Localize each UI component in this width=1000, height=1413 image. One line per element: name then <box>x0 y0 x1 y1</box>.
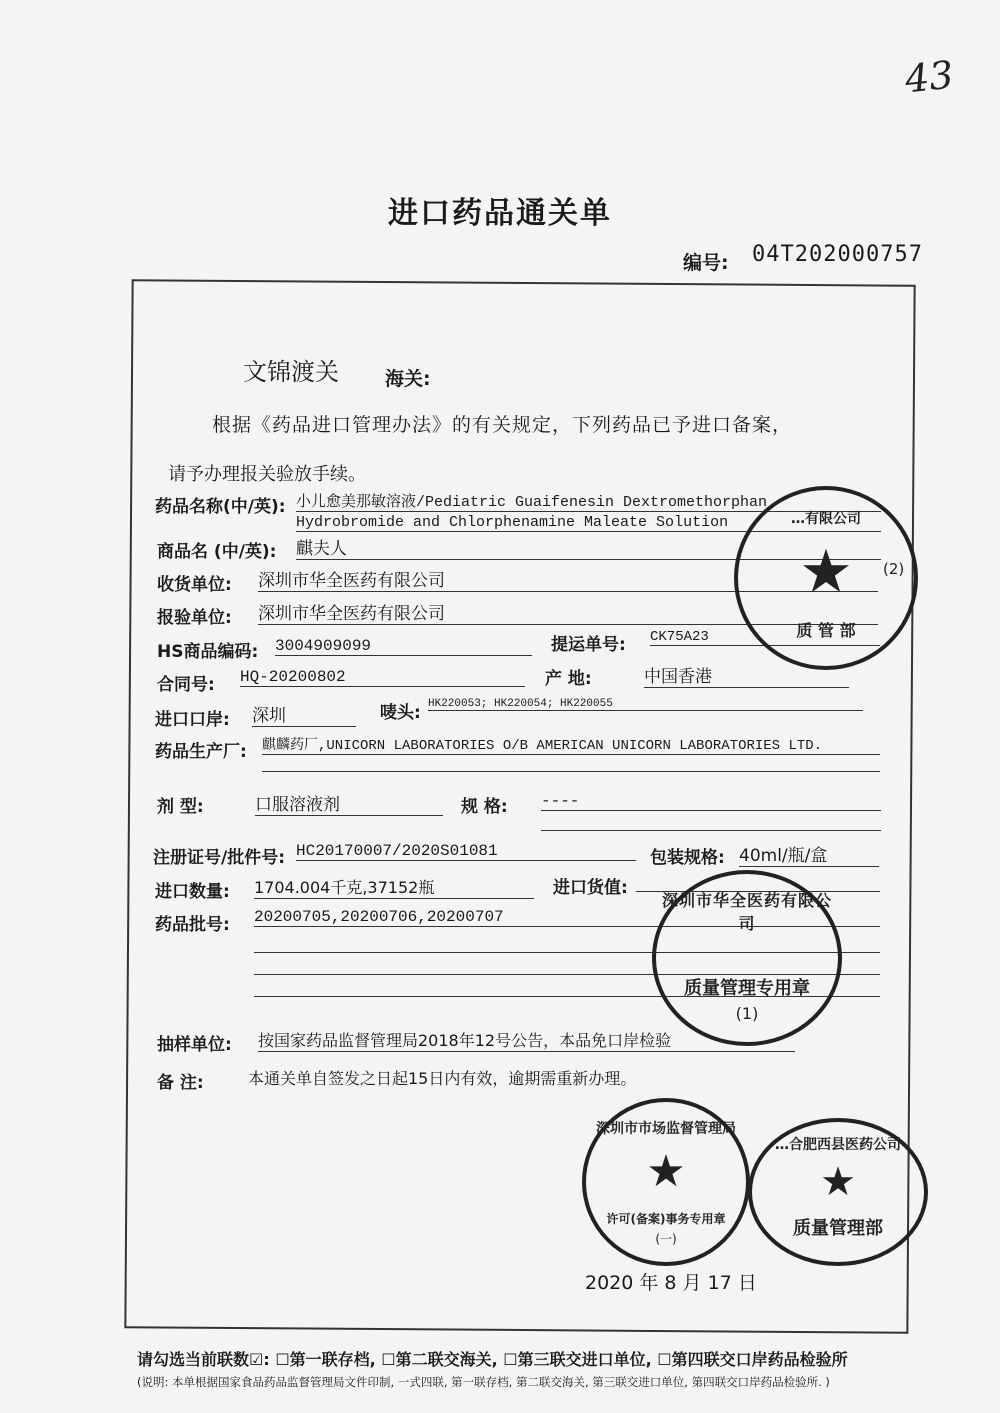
stamp-text: 许可(备案)事务专用章 <box>606 1212 726 1226</box>
port-label: 进口口岸: <box>155 710 230 730</box>
quality-management-stamp <box>652 870 842 1046</box>
origin-label: 产 地: <box>545 669 592 689</box>
quantity-value: 1704.004千克,37152瓶 <box>254 875 534 899</box>
stamp-text: 深圳市市场监督管理局 <box>596 1121 736 1137</box>
drug-name-value-1: 小儿愈美那敏溶液/Pediatric Guaifenesin Dextromethorphan <box>296 490 881 512</box>
mark-label: 唛头: <box>380 703 421 723</box>
goods-value-label: 进口货值: <box>553 878 628 898</box>
intro-line-1: 根据《药品进口管理办法》的有关规定，下列药品已予进口备案， <box>212 414 793 436</box>
spec-value: ---- <box>541 792 881 811</box>
waybill-label: 提运单号: <box>551 635 626 655</box>
intro-line-2: 请予办理报关验放手续。 <box>168 464 366 485</box>
stamp-text: …有限公司 <box>791 511 861 527</box>
star-icon: ★ <box>646 1146 686 1197</box>
remarks-value: 本通关单自签发之日起15日内有效，逾期需重新办理。 <box>248 1069 637 1088</box>
consignee-label: 收货单位: <box>157 575 232 595</box>
batch-value: 20200705,20200706,20200707 <box>254 908 880 927</box>
sampling-value: 按国家药品监督管理局2018年12号公告，本品免口岸检验 <box>258 1028 795 1052</box>
copy-selection-line: 请勾选当前联数☑: ☐第一联存档, ☐第二联交海关, ☐第三联交进口单位, ☐第四联交口岸药品检验所 <box>137 1350 848 1369</box>
port-value: 深圳 <box>252 701 356 727</box>
star-icon: ★ <box>799 537 853 607</box>
contract-label: 合同号: <box>157 675 215 695</box>
waybill-value: CK75A23 <box>650 629 880 646</box>
spec-label: 规 格: <box>461 797 508 817</box>
pharma-quality-stamp <box>748 1118 928 1266</box>
drug-name-value-2: Hydrobromide and Chlorphenamine Maleate Solution <box>296 514 881 532</box>
sampling-label: 抽样单位: <box>157 1035 232 1055</box>
spec-extra-line <box>541 830 881 831</box>
contract-value: HQ-20200802 <box>240 668 525 687</box>
market-supervision-stamp <box>582 1098 750 1266</box>
dosage-form-value: 口服溶液剂 <box>255 790 443 816</box>
origin-value: 中国香港 <box>644 662 849 688</box>
issue-date: 2020 年 8 月 17 日 <box>585 1272 757 1294</box>
trade-name-label: 商品名 (中/英): <box>157 542 277 562</box>
batch-label: 药品批号: <box>155 915 230 935</box>
company-quality-stamp-2 <box>734 486 918 670</box>
stamp-text: 质 管 部 <box>796 621 856 640</box>
customs-name: 文锦渡关 <box>243 358 339 386</box>
manufacturer-value: 麒麟药厂,UNICORN LABORATORIES O/B AMERICAN UNICORN LABORATORIES LTD. <box>262 734 880 755</box>
customs-label: 海关: <box>385 368 431 390</box>
inspection-unit-value: 深圳市华全医药有限公司 <box>258 599 878 625</box>
registration-value: HC20170007/2020S01081 <box>296 842 636 861</box>
stamp-number: (2) <box>883 560 905 578</box>
print-note: (说明: 本单根据国家食品药品监督管理局文件印制, 一式四联, 第一联存档, 第二联交海关, 第三联交进口单位, 第四联交口岸药品检验所. ) <box>137 1375 830 1389</box>
quantity-label: 进口数量: <box>155 882 230 902</box>
stamp-text: …合肥西县医药公司 <box>775 1137 901 1153</box>
trade-name-value: 麒夫人 <box>296 534 881 560</box>
dosage-form-label: 剂 型: <box>157 797 204 817</box>
mark-value: HK220053; HK220054; HK220055 <box>428 698 863 711</box>
packaging-value: 40ml/瓶/盒 <box>739 841 879 867</box>
stamp-text: 深圳市华全医药有限公司 <box>661 891 832 933</box>
stamp-number: (一) <box>655 1232 677 1246</box>
packaging-label: 包装规格: <box>650 848 725 868</box>
number-label: 编号: <box>683 252 729 274</box>
drug-name-label: 药品名称(中/英): <box>155 497 286 517</box>
manufacturer-label: 药品生产厂: <box>155 742 247 762</box>
hs-code-value: 3004909099 <box>275 637 532 656</box>
manufacturer-extra-line <box>262 771 880 772</box>
consignee-value: 深圳市华全医药有限公司 <box>258 566 878 592</box>
registration-label: 注册证号/批件号: <box>153 848 286 868</box>
stamp-text: 质量管理部 <box>793 1218 883 1239</box>
remarks-label: 备 注: <box>157 1073 204 1093</box>
number-value: 04T202000757 <box>752 242 923 267</box>
inspection-unit-label: 报验单位: <box>157 608 232 628</box>
document-title: 进口药品通关单 <box>388 196 612 231</box>
stamp-number: (1) <box>735 1004 759 1023</box>
hs-code-label: HS商品编码: <box>157 642 259 662</box>
stamp-text: 质量管理专用章 <box>684 978 810 999</box>
star-icon: ★ <box>820 1159 856 1205</box>
page-number: 43 <box>902 52 956 102</box>
